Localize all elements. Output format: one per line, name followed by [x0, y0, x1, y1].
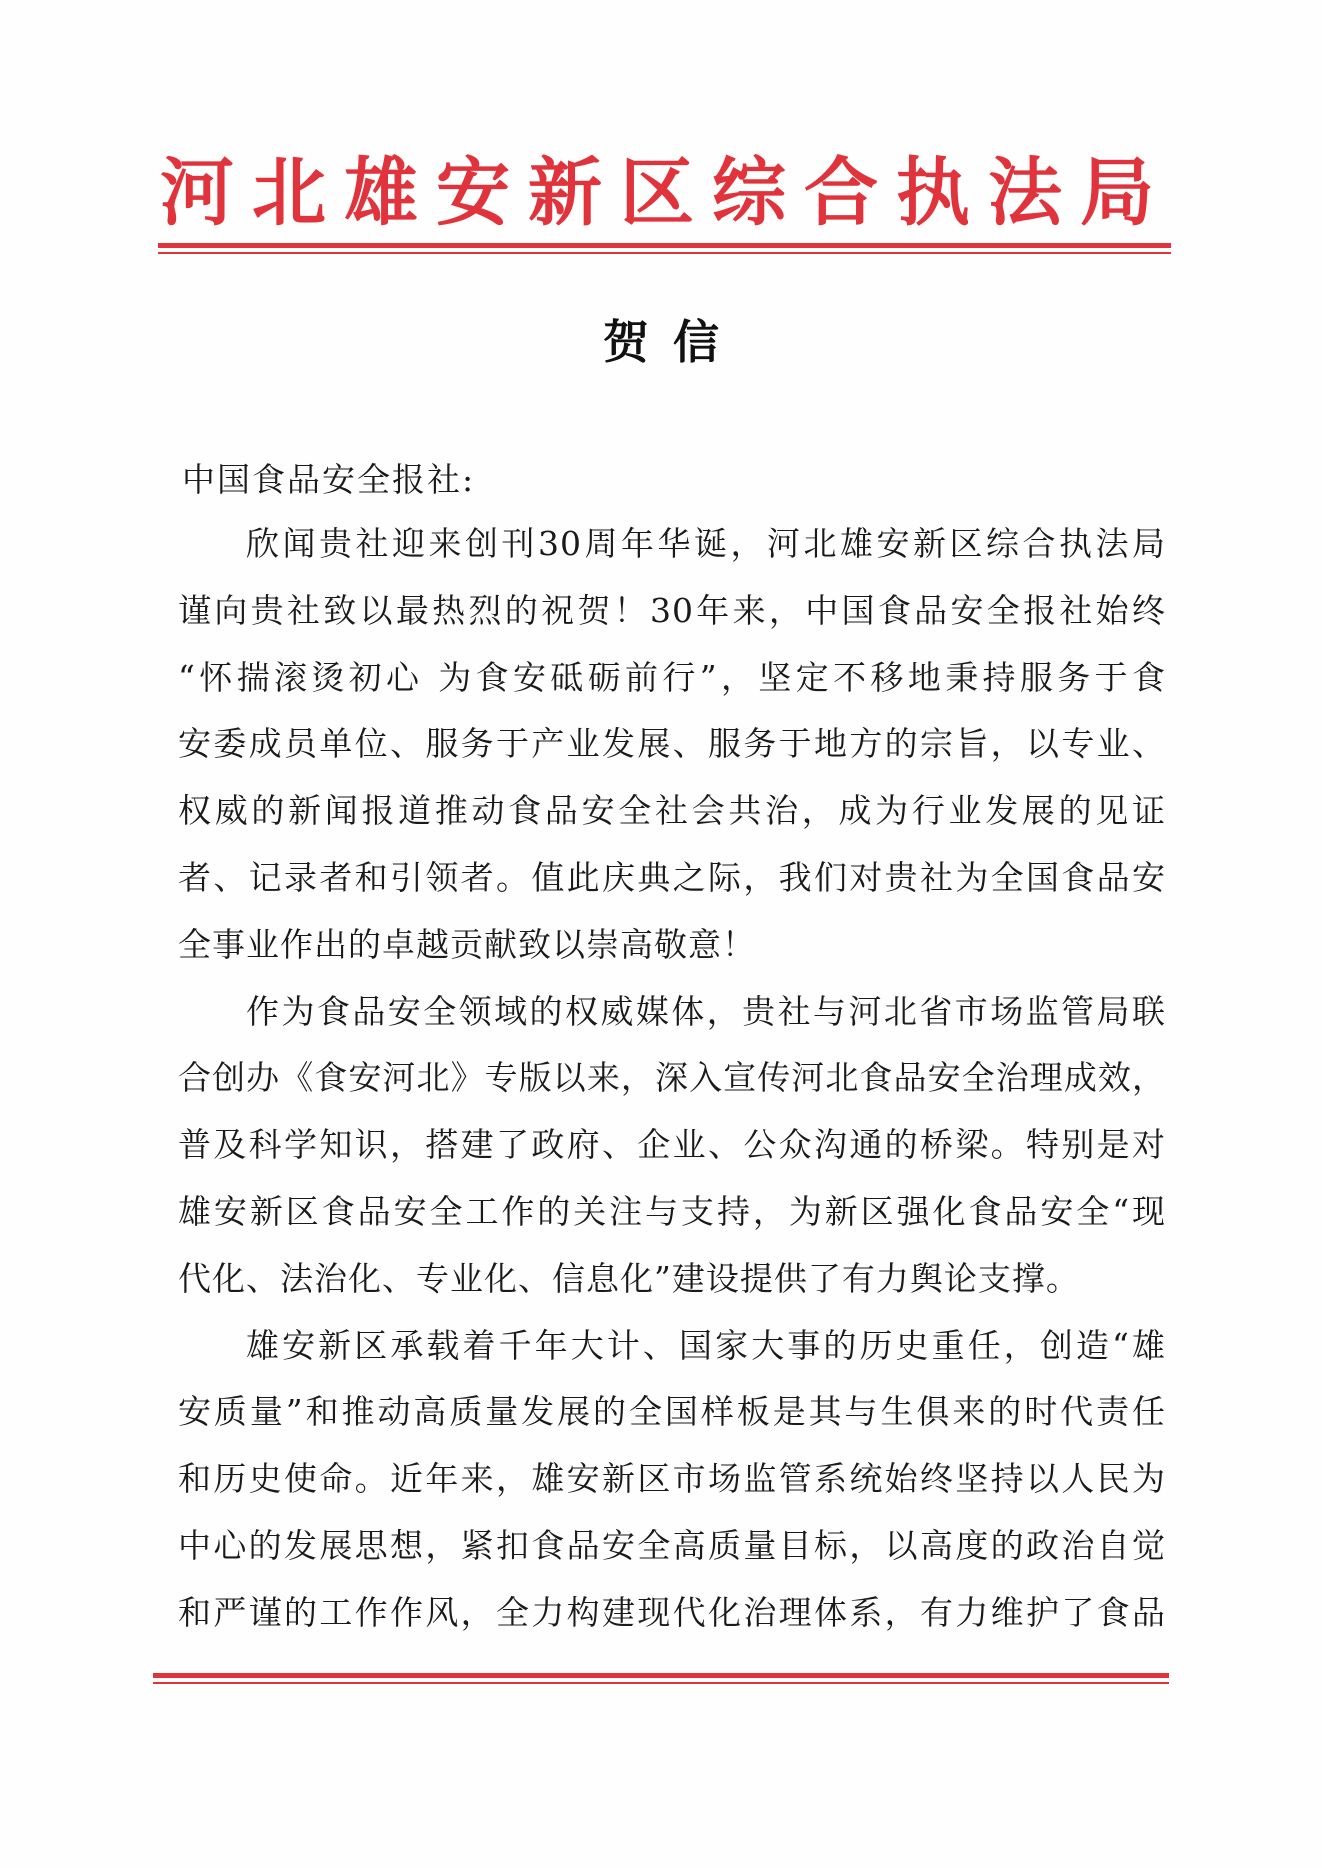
text-line: 安委成员单位、服务于产业发展、服务于地方的宗旨，以专业、	[178, 724, 1166, 764]
letterhead-rule-thin	[158, 252, 1171, 254]
text-line: 权威的新闻报道推动食品安全社会共治，成为行业发展的见证	[178, 791, 1166, 831]
footer-rule-thin	[153, 1682, 1169, 1684]
letterhead-rule-thick	[158, 243, 1171, 248]
paragraph	[178, 990, 1166, 1324]
paragraph	[178, 1324, 1166, 1658]
text-line: 中心的发展思想，紧扣食品安全高质量目标，以高度的政治自觉	[178, 1525, 1166, 1565]
text-line: 作为食品安全领域的权威媒体，贵社与河北省市场监管局联	[246, 991, 1166, 1031]
text-line: 代化、法治化、专业化、信息化”建设提供了有力舆论支撑。	[178, 1258, 1080, 1298]
salutation: 中国食品安全报社:	[182, 460, 476, 499]
text-line: 普及科学知识，搭建了政府、企业、公众沟通的桥梁。特别是对	[178, 1125, 1166, 1165]
text-line: 全事业作出的卓越贡献致以崇高敬意！	[178, 924, 756, 964]
text-line: 欣闻贵社迎来创刊30周年华诞，河北雄安新区综合执法局	[246, 524, 1166, 563]
text-line: 雄安新区食品安全工作的关注与支持，为新区强化食品安全“现	[178, 1191, 1166, 1231]
paragraph	[178, 522, 1166, 990]
text-line: 雄安新区承载着千年大计、国家大事的历史重任，创造“雄	[246, 1325, 1166, 1365]
letterhead-title: 河北雄安新区综合执法局	[160, 150, 1172, 236]
text-line: 谨向贵社致以最热烈的祝贺！30年来，中国食品安全报社始终	[178, 590, 1166, 630]
text-line: “怀揣滚烫初心 为食安砥砺前行”，坚定不移地秉持服务于食	[178, 657, 1166, 697]
text-line: 者、记录者和引领者。值此庆典之际，我们对贵社为全国食品安	[178, 857, 1166, 897]
document-title: 贺信	[603, 315, 743, 369]
text-line: 安质量”和推动高质量发展的全国样板是其与生俱来的时代责任	[178, 1392, 1166, 1432]
letter-body	[178, 522, 1166, 1658]
footer-rule-thick	[153, 1673, 1169, 1678]
text-line: 和严谨的工作作风，全力构建现代化治理体系，有力维护了食品	[178, 1592, 1166, 1632]
text-line: 和历史使命。近年来，雄安新区市场监管系统始终坚持以人民为	[178, 1459, 1166, 1499]
text-line: 合创办《食安河北》专版以来，深入宣传河北食品安全治理成效，	[178, 1058, 1166, 1098]
